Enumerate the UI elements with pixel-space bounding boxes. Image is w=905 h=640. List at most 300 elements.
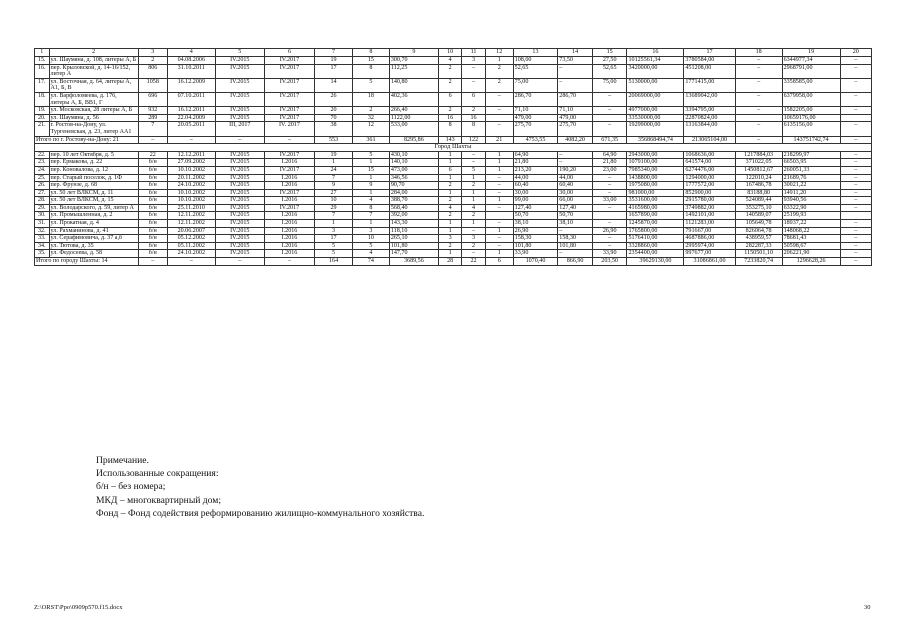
table-cell: 1 bbox=[438, 159, 461, 167]
table-cell: 4 bbox=[462, 204, 485, 212]
subtotal-cell: 866,90 bbox=[558, 258, 593, 266]
table-cell: IV.2017 bbox=[264, 166, 314, 174]
table-cell: 73,50 bbox=[558, 57, 593, 65]
table-cell: – bbox=[840, 122, 871, 136]
table-cell: 275,70 bbox=[558, 122, 593, 136]
table-cell: 1 bbox=[485, 197, 513, 205]
table-cell: – bbox=[462, 159, 485, 167]
table-cell: 13163844,00 bbox=[684, 122, 735, 136]
table-cell: 2 bbox=[438, 64, 461, 78]
table-cell: 16.12.2009 bbox=[167, 78, 215, 92]
column-number: 18 bbox=[735, 49, 782, 57]
column-number: 12 bbox=[485, 49, 513, 57]
subtotal-cell: – bbox=[215, 258, 264, 266]
table-cell: – bbox=[558, 250, 593, 258]
table-cell: 12 bbox=[353, 122, 390, 136]
table-cell: 997677,00 bbox=[684, 250, 735, 258]
table-row bbox=[35, 174, 872, 182]
table-row bbox=[35, 197, 872, 205]
table-cell: 2 bbox=[138, 57, 167, 65]
column-number: 11 bbox=[462, 49, 485, 57]
address-cell: ул. Шаумяна, д. 56 bbox=[49, 114, 138, 122]
table-cell: 1 bbox=[485, 159, 513, 167]
table-cell: – bbox=[840, 159, 871, 167]
table-cell: IV.2015 bbox=[215, 242, 264, 250]
table-cell: 1 bbox=[353, 159, 390, 167]
table-cell: IV.2015 bbox=[215, 235, 264, 243]
table-cell: б/н bbox=[138, 159, 167, 167]
table-cell: 60,40 bbox=[558, 182, 593, 190]
table-row bbox=[35, 220, 872, 228]
table-cell: – bbox=[840, 242, 871, 250]
address-cell: ул. 50 лет ВЛКСМ, д. 11 bbox=[49, 189, 138, 197]
table-cell: 8 bbox=[353, 204, 390, 212]
table-cell: 533,00 bbox=[389, 122, 438, 136]
table-cell: 284,00 bbox=[389, 189, 438, 197]
table-cell: I.2016 bbox=[264, 197, 314, 205]
table-cell: 2 bbox=[462, 212, 485, 220]
table-cell: 20069000,00 bbox=[627, 92, 684, 106]
table-cell: 213,20 bbox=[513, 166, 558, 174]
table-cell: 70 bbox=[315, 114, 353, 122]
table-cell: 167486,78 bbox=[735, 182, 782, 190]
address-cell: ул. Володарского, д. 59, литер А bbox=[49, 204, 138, 212]
table-cell: – bbox=[840, 220, 871, 228]
table-cell: 1765800,00 bbox=[627, 227, 684, 235]
table-cell bbox=[592, 212, 627, 220]
notes-block bbox=[96, 454, 424, 520]
table-cell: 22870824,00 bbox=[684, 114, 735, 122]
table-cell: 27. bbox=[35, 189, 50, 197]
table-cell: IV.2015 bbox=[215, 107, 264, 115]
address-cell: ул. Промышленная, д. 2 bbox=[49, 212, 138, 220]
table-cell: 1777572,00 bbox=[684, 182, 735, 190]
table-cell: 127,40 bbox=[513, 204, 558, 212]
table-cell: 52,65 bbox=[592, 64, 627, 78]
table-cell: 2 bbox=[438, 242, 461, 250]
table-cell: – bbox=[558, 151, 593, 159]
table-cell: 2995974,00 bbox=[684, 242, 735, 250]
table-cell: IV.2017 bbox=[264, 78, 314, 92]
table-cell: IV.2015 bbox=[215, 92, 264, 106]
table-cell: IV.2015 bbox=[215, 78, 264, 92]
table-cell: 1 bbox=[315, 220, 353, 228]
table-cell: 5 bbox=[315, 242, 353, 250]
table-cell: I.2016 bbox=[264, 174, 314, 182]
subtotal-cell: 74 bbox=[353, 258, 390, 266]
table-cell: 66,00 bbox=[558, 197, 593, 205]
column-number: 9 bbox=[389, 49, 438, 57]
column-number: 8 bbox=[353, 49, 390, 57]
table-cell: 27,50 bbox=[592, 57, 627, 65]
table-cell bbox=[840, 212, 871, 220]
table-cell: 16 bbox=[462, 114, 485, 122]
table-cell: 218299,97 bbox=[782, 151, 840, 159]
table-cell: 2 bbox=[438, 197, 461, 205]
table-cell: IV.2017 bbox=[264, 57, 314, 65]
table-cell: – bbox=[840, 174, 871, 182]
table-cell: 17. bbox=[35, 78, 50, 92]
table-cell: III, 2017 bbox=[215, 122, 264, 136]
subtotal-cell: 3689,56 bbox=[389, 258, 438, 266]
address-cell: ул. Рахманинова, д. 41 bbox=[49, 227, 138, 235]
table-cell: 641574,00 bbox=[684, 159, 735, 167]
table-cell: – bbox=[462, 64, 485, 78]
table-row bbox=[35, 182, 872, 190]
address-cell: пер. 10 лет Октября, д. 5 bbox=[49, 151, 138, 159]
table-cell: 852900,00 bbox=[684, 189, 735, 197]
table-cell: 20 bbox=[315, 107, 353, 115]
subtotal-row bbox=[35, 258, 872, 266]
table-cell: 12.12.2011 bbox=[167, 151, 215, 159]
subtotal-cell: – bbox=[264, 136, 314, 144]
table-cell: – bbox=[840, 151, 871, 159]
table-cell: – bbox=[840, 250, 871, 258]
table-cell: 44,00 bbox=[558, 174, 593, 182]
column-number: 14 bbox=[558, 49, 593, 57]
table-cell: 90,70 bbox=[389, 182, 438, 190]
table-cell: 2915780,00 bbox=[684, 197, 735, 205]
table-cell: 1 bbox=[485, 57, 513, 65]
table-cell: 33. bbox=[35, 235, 50, 243]
table-cell: 3394795,00 bbox=[684, 107, 735, 115]
table-cell: б/н bbox=[138, 204, 167, 212]
column-number: 6 bbox=[264, 49, 314, 57]
subtotal-cell: 203,50 bbox=[592, 258, 627, 266]
table-cell: 44,00 bbox=[513, 174, 558, 182]
table-cell: 806 bbox=[138, 64, 167, 78]
table-cell: 32. bbox=[35, 227, 50, 235]
address-cell: ул. Шаумяна, д. 108, литеры А, Б bbox=[49, 57, 138, 65]
table-cell: I.2016 bbox=[264, 242, 314, 250]
table-cell: 33,90 bbox=[513, 250, 558, 258]
table-cell: – bbox=[592, 107, 627, 115]
table-cell: 1 bbox=[462, 220, 485, 228]
table-cell: 50598,67 bbox=[782, 242, 840, 250]
table-cell: 4165980,00 bbox=[627, 204, 684, 212]
table-cell: I.2016 bbox=[264, 159, 314, 167]
table-cell: 7 bbox=[353, 212, 390, 220]
table-cell: 32 bbox=[353, 114, 390, 122]
table-cell: 14911,20 bbox=[782, 189, 840, 197]
table-cell: 108,00 bbox=[513, 57, 558, 65]
address-cell: ул. Тютова, д. 35 bbox=[49, 242, 138, 250]
table-cell: 1217884,03 bbox=[735, 151, 782, 159]
table-cell: 1 bbox=[353, 189, 390, 197]
table-cell: 1 bbox=[438, 227, 461, 235]
table-cell: I.2016 bbox=[264, 212, 314, 220]
table-cell: 1121283,00 bbox=[684, 220, 735, 228]
subtotal-cell: – bbox=[138, 258, 167, 266]
column-number: 16 bbox=[627, 49, 684, 57]
table-cell: – bbox=[592, 189, 627, 197]
subtotal-cell: – bbox=[264, 258, 314, 266]
table-cell: 64,90 bbox=[513, 151, 558, 159]
table-cell: 12.11.2002 bbox=[167, 220, 215, 228]
address-cell: пер. Крыловской, д. 14-16/152, литер А bbox=[49, 64, 138, 78]
table-cell: IV.2017 bbox=[264, 204, 314, 212]
table-cell: 10659176,00 bbox=[782, 114, 840, 122]
table-row bbox=[35, 114, 872, 122]
table-cell: – bbox=[840, 107, 871, 115]
table-cell: IV.2015 bbox=[215, 64, 264, 78]
table-cell: 4687886,00 bbox=[684, 235, 735, 243]
table-cell: 15. bbox=[35, 57, 50, 65]
table-cell: 1 bbox=[353, 220, 390, 228]
table-cell: 289 bbox=[138, 114, 167, 122]
table-cell: 1 bbox=[438, 220, 461, 228]
table-cell: – bbox=[462, 78, 485, 92]
subtotal-cell: – bbox=[138, 136, 167, 144]
table-cell: 34. bbox=[35, 242, 50, 250]
table-cell: 158,30 bbox=[513, 235, 558, 243]
table-cell: 30. bbox=[35, 212, 50, 220]
subtotal-cell: 164 bbox=[315, 258, 353, 266]
table-cell: 1150501,10 bbox=[735, 250, 782, 258]
table-cell: I.2016 bbox=[264, 220, 314, 228]
column-number: 10 bbox=[438, 49, 461, 57]
table-cell: 3780584,00 bbox=[684, 57, 735, 65]
subtotal-cell: – bbox=[840, 258, 871, 266]
table-cell: 3358585,00 bbox=[782, 78, 840, 92]
table-cell: 1122,00 bbox=[389, 114, 438, 122]
table-cell: 21689,76 bbox=[782, 174, 840, 182]
table-cell: 3 bbox=[462, 235, 485, 243]
table-cell: IV.2015 bbox=[215, 197, 264, 205]
table-row bbox=[35, 64, 872, 78]
table-row bbox=[35, 250, 872, 258]
table-cell: 5130000,00 bbox=[627, 78, 684, 92]
address-cell: ул. 50 лет ВЛКСМ, д. 15 bbox=[49, 197, 138, 205]
table-cell: – bbox=[592, 182, 627, 190]
table-cell: 19. bbox=[35, 107, 50, 115]
table-cell: 3749882,00 bbox=[684, 204, 735, 212]
table-cell: 24. bbox=[35, 166, 50, 174]
table-row bbox=[35, 107, 872, 115]
table-cell: 10 bbox=[315, 197, 353, 205]
table-cell: 29. bbox=[35, 204, 50, 212]
table-cell: 3 bbox=[353, 227, 390, 235]
column-number: 3 bbox=[138, 49, 167, 57]
subtotal-cell: 671,35 bbox=[592, 136, 627, 144]
table-cell: – bbox=[558, 159, 593, 167]
subtotal-cell: 39629130,00 bbox=[627, 258, 684, 266]
column-number: 1 bbox=[35, 49, 50, 57]
table-cell: 1 bbox=[315, 159, 353, 167]
table-cell: – bbox=[485, 182, 513, 190]
address-cell: ул. Федосеева, д. 58 bbox=[49, 250, 138, 258]
table-cell: IV.2015 bbox=[215, 204, 264, 212]
table-cell: 1 bbox=[438, 250, 461, 258]
table-cell: 148068,22 bbox=[782, 227, 840, 235]
table-cell: – bbox=[735, 107, 782, 115]
table-cell: – bbox=[592, 235, 627, 243]
table-cell: 05.12.2002 bbox=[167, 235, 215, 243]
table-cell: 932 bbox=[138, 107, 167, 115]
table-cell: IV.2017 bbox=[264, 151, 314, 159]
table-cell: 71,10 bbox=[558, 107, 593, 115]
table-cell: 473,00 bbox=[389, 166, 438, 174]
table-cell: 3328860,00 bbox=[627, 242, 684, 250]
table-cell: 33530000,00 bbox=[627, 114, 684, 122]
table-row bbox=[35, 92, 872, 106]
section-title: Город Шахты bbox=[35, 144, 872, 152]
table-cell: 2 bbox=[438, 78, 461, 92]
table-cell: 26,90 bbox=[592, 227, 627, 235]
table-row bbox=[35, 166, 872, 174]
column-number: 4 bbox=[167, 49, 215, 57]
table-cell: б/н bbox=[138, 189, 167, 197]
table-cell: 101,80 bbox=[513, 242, 558, 250]
note-abbreviation: МКД – многоквартирный дом; bbox=[96, 494, 222, 506]
table-cell: 1 bbox=[438, 174, 461, 182]
table-cell: 1 bbox=[438, 151, 461, 159]
subtotal-cell: 6 bbox=[485, 258, 513, 266]
table-cell: 6274476,00 bbox=[684, 166, 735, 174]
table-cell: 26. bbox=[35, 182, 50, 190]
subtotal-cell: 553 bbox=[315, 136, 353, 144]
page-number: 30 bbox=[864, 604, 871, 611]
table-cell: 266,40 bbox=[389, 107, 438, 115]
table-cell: 451208,00 bbox=[684, 64, 735, 78]
table-cell: 2 bbox=[485, 64, 513, 78]
table-cell: 438959,57 bbox=[735, 235, 782, 243]
table-cell: 2968791,00 bbox=[782, 64, 840, 78]
table-cell: 21,80 bbox=[513, 159, 558, 167]
table-cell: 7 bbox=[138, 122, 167, 136]
subtotal-cell: 7233820,74 bbox=[735, 258, 782, 266]
table-cell: 2 bbox=[438, 182, 461, 190]
table-cell: 300,70 bbox=[389, 57, 438, 65]
table-cell: 1058 bbox=[138, 78, 167, 92]
table-cell: – bbox=[840, 92, 871, 106]
table-cell: 6135156,00 bbox=[782, 122, 840, 136]
column-number: 2 bbox=[49, 49, 138, 57]
table-cell: 10125561,34 bbox=[627, 57, 684, 65]
table-cell: – bbox=[485, 122, 513, 136]
subtotal-cell: 28 bbox=[438, 258, 461, 266]
table-row bbox=[35, 122, 872, 136]
table-row bbox=[35, 212, 872, 220]
table-cell: 18937,22 bbox=[782, 220, 840, 228]
table-cell: – bbox=[485, 189, 513, 197]
table-cell: IV.2017 bbox=[264, 114, 314, 122]
table-cell bbox=[485, 114, 513, 122]
table-cell: 479,00 bbox=[558, 114, 593, 122]
table-cell: 1294000,00 bbox=[684, 174, 735, 182]
subtotal-cell: – bbox=[840, 136, 871, 144]
table-cell: I.2016 bbox=[264, 250, 314, 258]
table-cell: IV.2017 bbox=[264, 107, 314, 115]
table-cell bbox=[735, 114, 782, 122]
table-cell: 14 bbox=[315, 78, 353, 92]
table-cell: б/н bbox=[138, 166, 167, 174]
table-cell: 19299000,00 bbox=[627, 122, 684, 136]
table-cell: 38,10 bbox=[513, 220, 558, 228]
address-cell: пер. Фрунзе, д. 68 bbox=[49, 182, 138, 190]
table-cell: 388,70 bbox=[389, 197, 438, 205]
table-cell: 27 bbox=[315, 189, 353, 197]
table-cell: 1 bbox=[485, 250, 513, 258]
table-cell: 2 bbox=[438, 212, 461, 220]
column-number-header bbox=[35, 49, 872, 57]
table-cell: 07.10.2011 bbox=[167, 92, 215, 106]
table-cell: 5 bbox=[353, 242, 390, 250]
table-cell: 17 bbox=[315, 64, 353, 78]
address-cell: ул. Московская, 28 литеры А, Б bbox=[49, 107, 138, 115]
subtotal-cell: 143 bbox=[438, 136, 461, 144]
table-cell: 101,80 bbox=[558, 242, 593, 250]
table-cell: 21. bbox=[35, 122, 50, 136]
table-cell: 12.11.2002 bbox=[167, 212, 215, 220]
table-cell: 75,00 bbox=[592, 78, 627, 92]
section-row bbox=[35, 144, 872, 152]
table-cell: 1 bbox=[485, 151, 513, 159]
table-cell: – bbox=[840, 64, 871, 78]
table-cell: 1975080,00 bbox=[627, 182, 684, 190]
table-cell: 38,10 bbox=[558, 220, 593, 228]
table-cell: – bbox=[840, 204, 871, 212]
table-cell: 1492101,00 bbox=[684, 212, 735, 220]
table-cell: 696 bbox=[138, 92, 167, 106]
table-cell: – bbox=[462, 227, 485, 235]
table-row bbox=[35, 189, 872, 197]
table-cell: 5 bbox=[353, 151, 390, 159]
subtotal-row bbox=[35, 136, 872, 144]
table-cell: 2 bbox=[353, 107, 390, 115]
table-cell: 29 bbox=[315, 204, 353, 212]
table-cell: – bbox=[735, 78, 782, 92]
table-cell: 3 bbox=[315, 227, 353, 235]
table-cell: 143,30 bbox=[389, 220, 438, 228]
subtotal-cell: 143751742,74 bbox=[782, 136, 840, 144]
subtotal-label: Итого по г. Ростову-на-Дону: 21 bbox=[35, 136, 139, 144]
table-cell: IV. 2017 bbox=[264, 122, 314, 136]
table-cell: 1657890,00 bbox=[627, 212, 684, 220]
table-body bbox=[35, 49, 872, 266]
table-cell: 4 bbox=[353, 250, 390, 258]
table-cell: 158,30 bbox=[558, 235, 593, 243]
table-cell: – bbox=[840, 235, 871, 243]
table-cell: 1771415,00 bbox=[684, 78, 735, 92]
address-cell: ул. Серафимовича, д. 37 а,б bbox=[49, 235, 138, 243]
table-cell: 260051,33 bbox=[782, 166, 840, 174]
table-cell: 5176410,00 bbox=[627, 235, 684, 243]
table-cell: 33,90 bbox=[592, 250, 627, 258]
table-cell: – bbox=[840, 189, 871, 197]
table-cell: 20. bbox=[35, 114, 50, 122]
table-cell: б/н bbox=[138, 197, 167, 205]
subtotal-cell: 1296628,26 bbox=[782, 258, 840, 266]
table-cell: – bbox=[462, 151, 485, 159]
table-cell: 63322,90 bbox=[782, 204, 840, 212]
table-cell: 30021,22 bbox=[782, 182, 840, 190]
table-cell: 33,00 bbox=[592, 197, 627, 205]
subtotal-cell: – bbox=[735, 136, 782, 144]
table-cell: 16.12.2011 bbox=[167, 107, 215, 115]
table-cell: 30,00 bbox=[558, 189, 593, 197]
table-cell: IV.2017 bbox=[264, 189, 314, 197]
table-cell: IV.2017 bbox=[264, 92, 314, 106]
table-cell: 7985340,00 bbox=[627, 166, 684, 174]
address-cell: пер. Ермакова, д. 22 bbox=[49, 159, 138, 167]
table-cell: б/н bbox=[138, 250, 167, 258]
table-cell: 6 bbox=[462, 92, 485, 106]
table-cell: 275,70 bbox=[513, 122, 558, 136]
table-cell: 524089,44 bbox=[735, 197, 782, 205]
table-cell: – bbox=[840, 78, 871, 92]
table-cell: 118,10 bbox=[389, 227, 438, 235]
